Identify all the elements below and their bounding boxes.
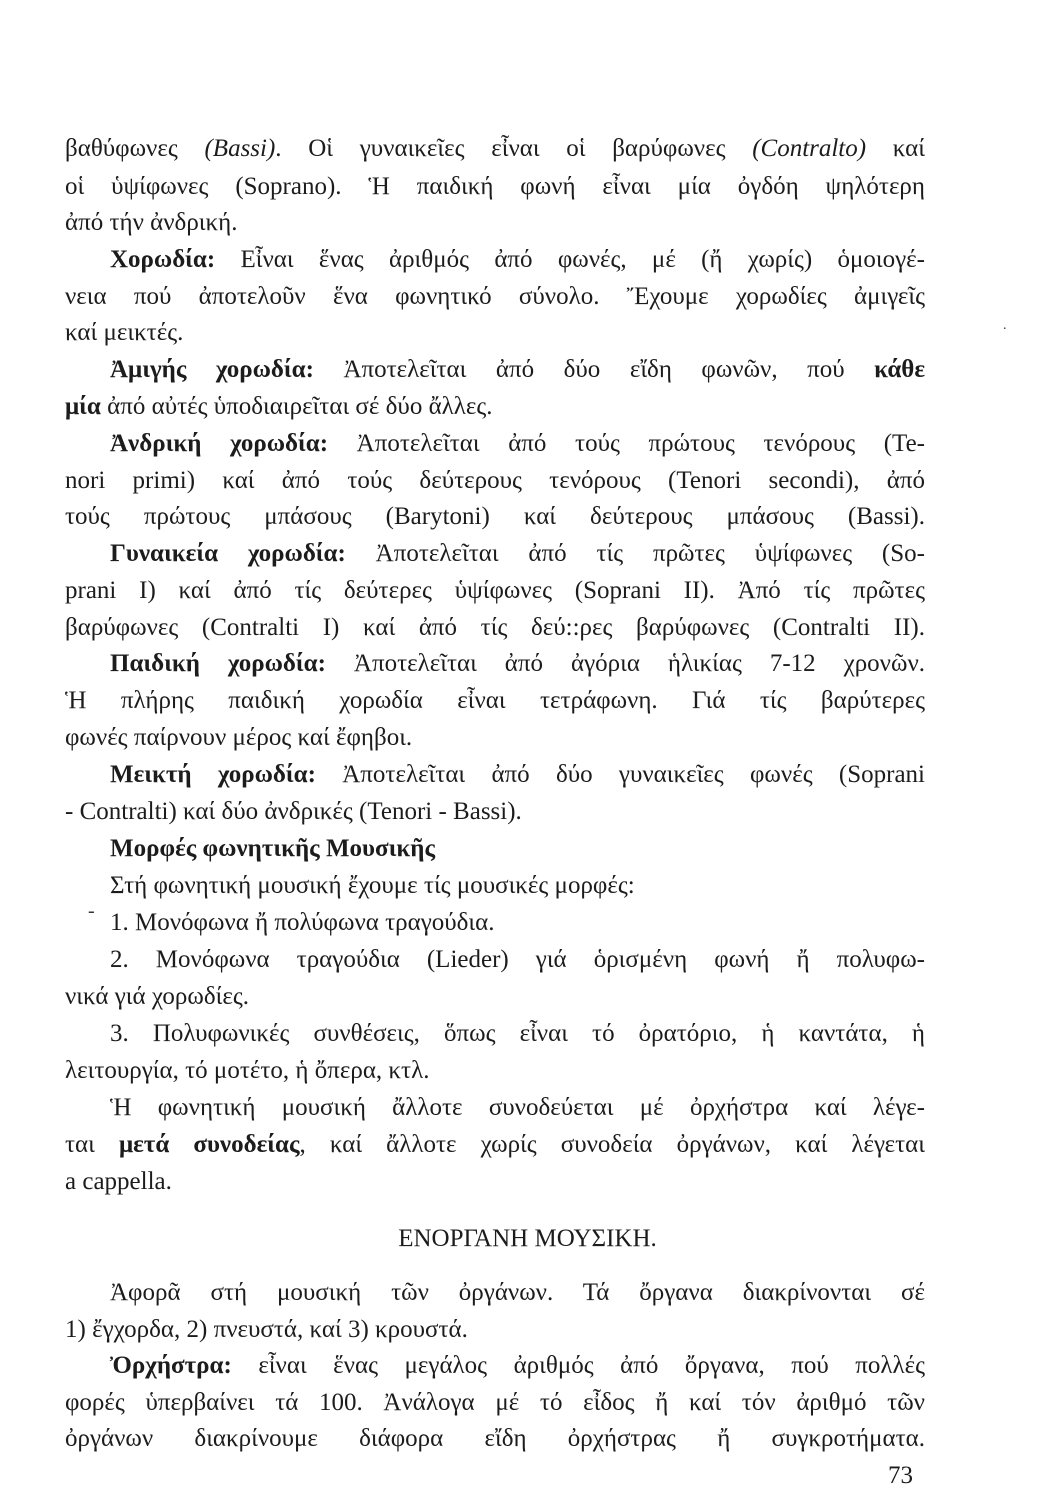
text-line-24: νικά γιά χορωδίες. — [65, 983, 250, 1010]
text-line-27: Ἡ φωνητική μουσική ἄλλοτε συνοδεύεται μέ ὀρχήστρα καί λέγε- — [110, 1094, 925, 1121]
bold-term: Παιδική χορωδία: — [110, 650, 326, 677]
text-line-2: οἱ ὑψίφωνες (Soprano). Ἡ παιδική φωνή εἶναι μία ὀγδόη ψηλότερη — [65, 173, 925, 200]
page-number: 73 — [888, 1462, 913, 1489]
bold-term: μία — [65, 393, 101, 420]
stray-dash-mark: - — [88, 900, 95, 922]
text-line-11: τούς πρώτους μπάσους (Barytoni) καί δεύτερους μπάσους (Bassi). — [65, 503, 925, 530]
text-line-15: Παιδική χορωδία: Ἀποτελεῖται ἀπό ἀγόρια ἡλικίας 7-12 χρονῶν. — [110, 650, 925, 677]
text-line-4: Χορωδία: Εἶναι ἕνας ἀριθμός ἀπό φωνές, μέ (ἤ χωρίς) ὁμοιογέ- — [110, 246, 925, 273]
bold-term: Ἀνδρική χορωδία: — [110, 430, 329, 457]
bold-term: Χορωδία: — [110, 246, 216, 273]
text-line-31: 1) ἔγχορδα, 2) πνευστά, καί 3) κρουστά. — [65, 1316, 468, 1343]
list-item-3: 3. Πολυφωνικές συνθέσεις, ὅπως εἶναι τό ὀρατόριο, ἡ καντάτα, ἡ — [110, 1020, 925, 1047]
text-line-28: ται μετά συνοδείας, καί ἄλλοτε χωρίς συνοδεία ὀργάνων, καί λέγεται — [65, 1131, 925, 1158]
bold-term: κάθε — [874, 356, 925, 383]
text-line-9: Ἀνδρική χορωδία: Ἀποτελεῖται ἀπό τούς πρώτους τενόρους (Te- — [110, 430, 925, 457]
bold-term: Ἀμιγής χορωδία: — [110, 356, 314, 383]
list-item-1: 1. Μονόφωνα ἤ πολύφωνα τραγούδια. — [110, 909, 495, 936]
bold-term: Γυναικεία χορωδία: — [110, 540, 346, 567]
text-line-26: λειτουργία, τό μοτέτο, ἡ ὄπερα, κτλ. — [65, 1057, 430, 1084]
text-line-12: Γυναικεία χορωδία: Ἀποτελεῖται ἀπό τίς πρῶτες ὑψίφωνες (So- — [110, 540, 925, 567]
text-line-32: Ὀρχήστρα: εἶναι ἕνας μεγάλος ἀριθμός ἀπό ὄργανα, πού πολλές — [110, 1352, 925, 1379]
text-line-1: βαθύφωνες (Bassi). Οἱ γυναικεῖες εἶναι οἱ βαρύφωνες (Contralto) καί — [65, 135, 926, 162]
text-line-17: φωνές παίρνουν μέρος καί ἔφηβοι. — [65, 724, 413, 751]
text-line-10: nori primi) καί ἀπό τούς δεύτερους τενόρους (Tenori secondi), ἀπό — [65, 467, 925, 494]
bold-term: μετά συνοδείας — [118, 1131, 300, 1158]
text-line-13: prani I) καί ἀπό τίς δεύτερες ὑψίφωνες (Soprani II). Ἀπό τίς πρῶτες — [65, 577, 925, 604]
section-subheading: Μορφές φωνητικῆς Μουσικῆς — [110, 835, 435, 862]
text-line-3: ἀπό τήν ἀνδρική. — [65, 209, 238, 236]
bold-term: Ὀρχήστρα: — [110, 1352, 232, 1379]
text-line-8: μία ἀπό αὐτές ὑποδιαιρεῖται σέ δύο ἄλλες. — [65, 393, 493, 420]
text-line-14: βαρύφωνες (Contralti I) καί ἀπό τίς δεύ::ρες βαρύφωνες (Contralti II). — [65, 614, 925, 641]
italic-term: (Contralto) — [752, 135, 867, 162]
text-line-16: Ἡ πλήρης παιδική χορωδία εἶναι τετράφωνη. Γιά τίς βαρύτερες — [65, 687, 925, 714]
bold-term: Μεικτή χορωδία: — [110, 761, 316, 788]
text-line-7: Ἀμιγής χορωδία: Ἀποτελεῖται ἀπό δύο εἴδη φωνῶν, πού κάθε — [110, 356, 925, 383]
text-line-30: Ἀφορᾶ στή μουσική τῶν ὀργάνων. Τά ὄργανα διακρίνονται σέ — [110, 1279, 925, 1306]
text-line-18: Μεικτή χορωδία: Ἀποτελεῖται ἀπό δύο γυναικεῖες φωνές (Soprani — [110, 761, 925, 788]
text-line-19: - Contralti) καί δύο ἀνδρικές (Tenori - Bassi). — [65, 798, 522, 825]
text-line-5: νεια πού ἀποτελοῦν ἕνα φωνητικό σύνολο. Ἔχουμε χορωδίες ἀμιγεῖς — [65, 283, 925, 310]
text-line-21: Στή φωνητική μουσική ἔχουμε τίς μουσικές μορφές: — [110, 872, 635, 899]
list-item-2: 2. Μονόφωνα τραγούδια (Lieder) γιά ὁρισμένη φωνή ἤ πολυφω- — [110, 946, 925, 973]
text-line-34: ὀργάνων διακρίνουμε διάφορα εἴδη ὀρχήστρας ἤ συγκροτήματα. — [65, 1425, 925, 1452]
section-heading: ΕΝΟΡΓΑΝΗ ΜΟΥΣΙΚΗ. — [398, 1225, 657, 1252]
text-line-6: καί μεικτές. — [65, 319, 184, 346]
italic-term: (Bassi) — [204, 135, 276, 162]
text-line-29: a cappella. — [65, 1168, 172, 1195]
speck-mark: . — [1003, 318, 1007, 333]
text-line-33: φορές ὑπερβαίνει τά 100. Ἀνάλογα μέ τό εἶδος ἤ καί τόν ἀριθμό τῶν — [65, 1389, 925, 1416]
